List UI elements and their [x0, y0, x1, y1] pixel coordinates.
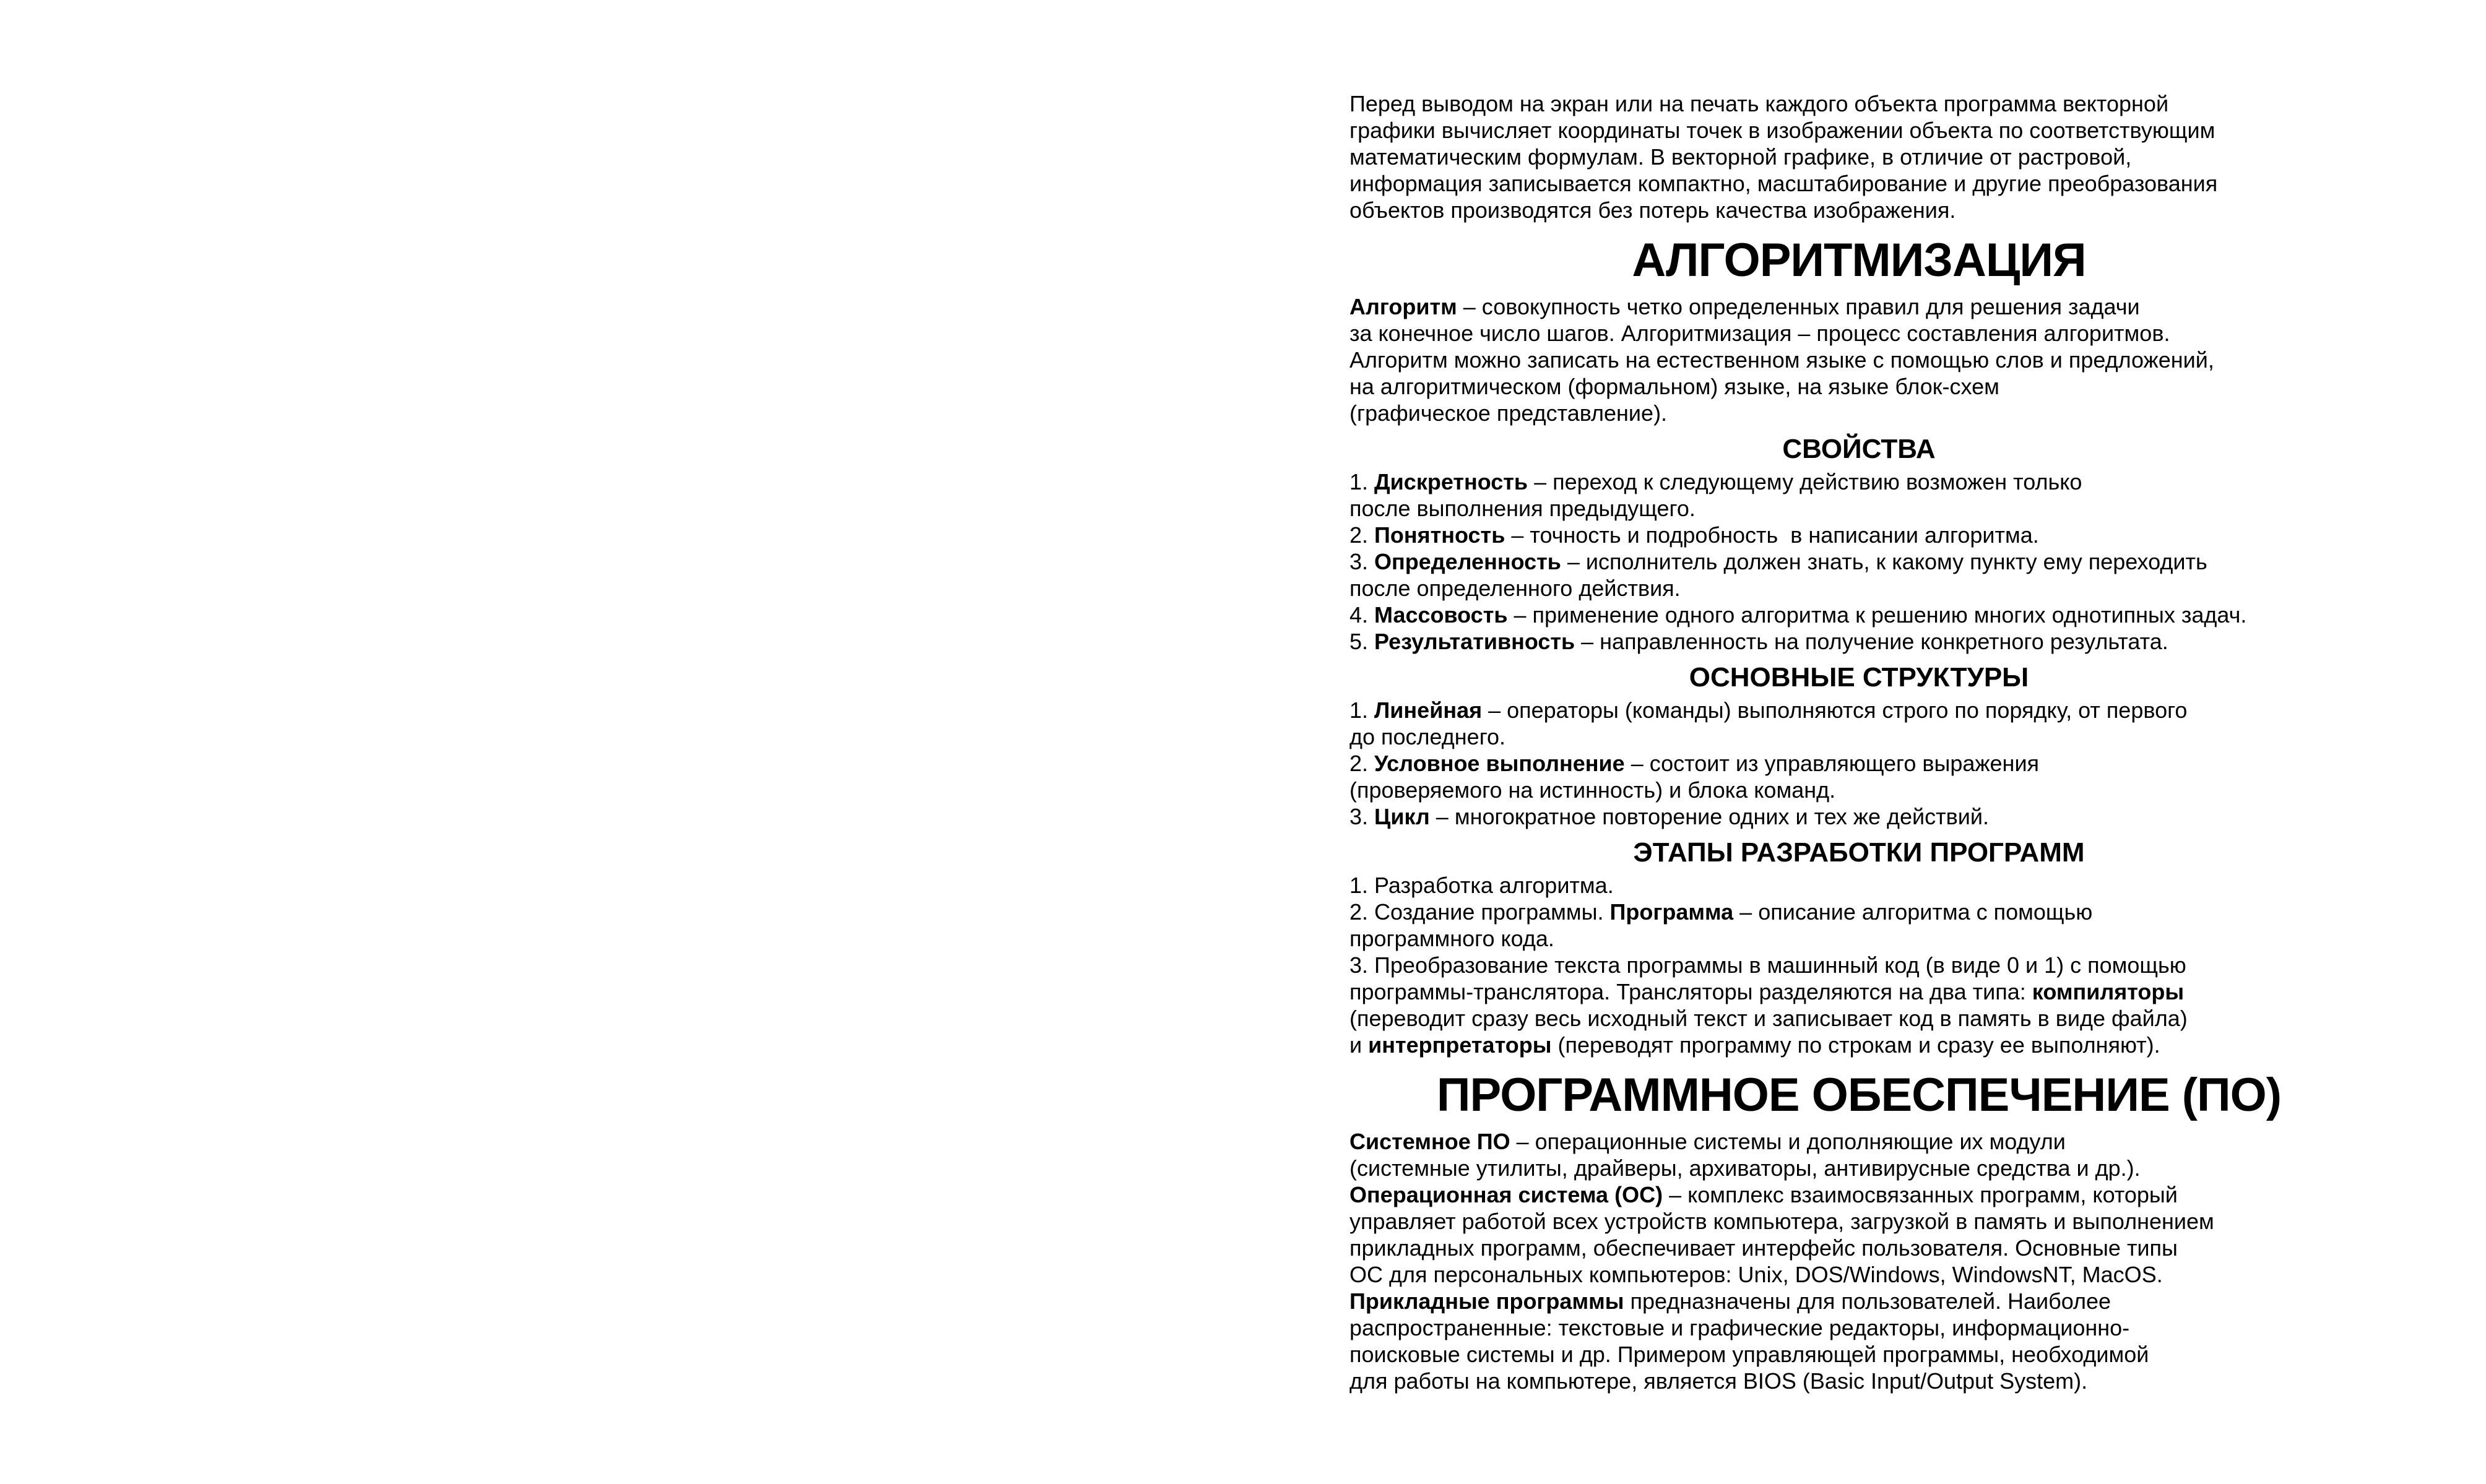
text-run: 3. Преобразование текста программы в машинный код (в виде 0 и 1) с помощью [1349, 952, 2186, 978]
bold-term: Дискретность [1374, 469, 1528, 494]
text-run: предназначены для пользователей. Наиболее [1624, 1288, 2111, 1314]
heading-osnovnye-struktury: ОСНОВНЫЕ СТРУКТУРЫ [1689, 662, 2029, 692]
bold-term: Условное выполнение [1374, 751, 1625, 776]
text-run: программного кода. [1349, 926, 1554, 951]
text-run: – операторы (команды) выполняются строго по порядку, от первого [1482, 697, 2188, 723]
text-run: объектов производятся без потерь качества изображения. [1349, 197, 1956, 223]
structure-item-2 [1349, 750, 2368, 803]
bold-term: Понятность [1374, 522, 1505, 548]
text-run: поисковые системы и др. Примером управляющей программы, необходимой [1349, 1342, 2149, 1367]
text-run: 4. [1349, 602, 1375, 628]
text-run: и [1349, 1032, 1369, 1058]
bold-term: Определенность [1374, 549, 1561, 574]
text-run: 2. [1349, 751, 1375, 776]
property-item-5 [1349, 628, 2368, 655]
text-run: программы-транслятора. Трансляторы разделяются на два типа: [1349, 979, 2032, 1004]
text-run: до последнего. [1349, 724, 1506, 749]
text-run: (переводят программу по строкам и сразу ее выполняют). [1551, 1032, 2160, 1058]
bold-term: Массовость [1374, 602, 1508, 628]
text-run: (системные утилиты, драйверы, архиваторы, антивирусные средства и др.). [1349, 1155, 2141, 1181]
text-run: (переводит сразу весь исходный текст и записывает код в память в виде файла) [1349, 1006, 2188, 1031]
text-run: – применение одного алгоритма к решению многих однотипных задач. [1507, 602, 2247, 628]
bold-term: Программа [1609, 899, 1734, 925]
text-run: 1. [1349, 469, 1375, 494]
stage-item-1 [1349, 872, 2368, 899]
bold-term: Линейная [1374, 697, 1483, 723]
text-run: Алгоритм можно записать на естественном языке с помощью слов и предложений, [1349, 347, 2214, 373]
text-run: – комплекс взаимосвязанных программ, который [1663, 1182, 2178, 1207]
text-run: на алгоритмическом (формальном) языке, на языке блок-схем [1349, 374, 1999, 399]
text-run: 1. Разработка алгоритма. [1349, 873, 1614, 898]
heading-svoystva: СВОЙСТВА [1782, 434, 1936, 464]
structure-item-1 [1349, 697, 2368, 750]
text-run: – состоит из управляющего выражения [1624, 751, 2040, 776]
bold-term: Цикл [1374, 804, 1430, 829]
property-item-3 [1349, 548, 2368, 602]
bold-term: компиляторы [2032, 979, 2185, 1004]
bold-term: Системное ПО [1349, 1129, 1510, 1154]
text-run: – переход к следующему действию возможен только [1528, 469, 2082, 494]
software-paragraph [1349, 1128, 2368, 1394]
heading-programmnoe-obespechenie: ПРОГРАММНОЕ ОБЕСПЕЧЕНИЕ (ПО) [1436, 1069, 2282, 1121]
text-run: распространенные: текстовые и графические редакторы, информационно- [1349, 1315, 2130, 1340]
intro-paragraph [1349, 90, 2368, 223]
text-run: (графическое представление). [1349, 400, 1668, 426]
heading-algoritmizaciya: АЛГОРИТМИЗАЦИЯ [1632, 234, 2086, 287]
text-run: – точность и подробность в написании алгоритма. [1505, 522, 2039, 548]
text-run: – многократное повторение одних и тех же действий. [1429, 804, 1989, 829]
bold-term: Алгоритм [1349, 294, 1457, 319]
text-run: – направленность на получение конкретного результата. [1575, 629, 2168, 654]
text-run: для работы на компьютере, является BIOS (Basic Input/Output System). [1349, 1368, 2088, 1394]
text-run: – операционные системы и дополняющие их модули [1510, 1129, 2066, 1154]
text-run: после определенного действия. [1349, 576, 1681, 601]
text-run: 3. [1349, 804, 1375, 829]
text-run: математическим формулам. В векторной графике, в отличие от растровой, [1349, 144, 2132, 170]
structure-item-3 [1349, 803, 2368, 830]
bold-term: интерпретаторы [1368, 1032, 1552, 1058]
text-run: 1. [1349, 697, 1375, 723]
bold-term: Прикладные программы [1349, 1288, 1624, 1314]
property-item-2 [1349, 522, 2368, 548]
text-run: 2. [1349, 522, 1375, 548]
property-item-4 [1349, 602, 2368, 628]
text-run: 5. [1349, 629, 1375, 654]
property-item-1 [1349, 468, 2368, 522]
stage-item-3 [1349, 952, 2368, 1058]
bold-term: Операционная система (ОС) [1349, 1182, 1663, 1207]
text-run: за конечное число шагов. Алгоритмизация – процесс составления алгоритмов. [1349, 321, 2170, 346]
text-run: прикладных программ, обеспечивает интерфейс пользователя. Основные типы [1349, 1235, 2178, 1261]
text-run: Перед выводом на экран или на печать каждого объекта программа векторной [1349, 91, 2169, 116]
stage-item-2 [1349, 899, 2368, 952]
text-run: – исполнитель должен знать, к какому пункту ему переходить [1561, 549, 2207, 574]
algorithm-definition-paragraph [1349, 293, 2368, 426]
bold-term: Результативность [1374, 629, 1575, 654]
text-run: 2. Создание программы. [1349, 899, 1610, 925]
text-run: управляет работой всех устройств компьютера, загрузкой в память и выполнением [1349, 1209, 2214, 1234]
text-run: после выполнения предыдущего. [1349, 496, 1696, 521]
text-run: ОС для персональных компьютеров: Unix, DOS/Windows, WindowsNT, MacOS. [1349, 1262, 2163, 1287]
text-column [1349, 90, 2368, 1394]
text-run: – описание алгоритма с помощью [1733, 899, 2093, 925]
text-run: графики вычисляет координаты точек в изображении объекта по соответствующим [1349, 118, 2215, 143]
text-run: – совокупность четко определенных правил для решения задачи [1457, 294, 2140, 319]
text-run: (проверяемого на истинность) и блока команд. [1349, 777, 1836, 803]
text-run: информация записывается компактно, масштабирование и другие преобразования [1349, 171, 2218, 196]
text-run: 3. [1349, 549, 1375, 574]
heading-etapy-razrabotki-programm: ЭТАПЫ РАЗРАБОТКИ ПРОГРАММ [1633, 837, 2085, 868]
